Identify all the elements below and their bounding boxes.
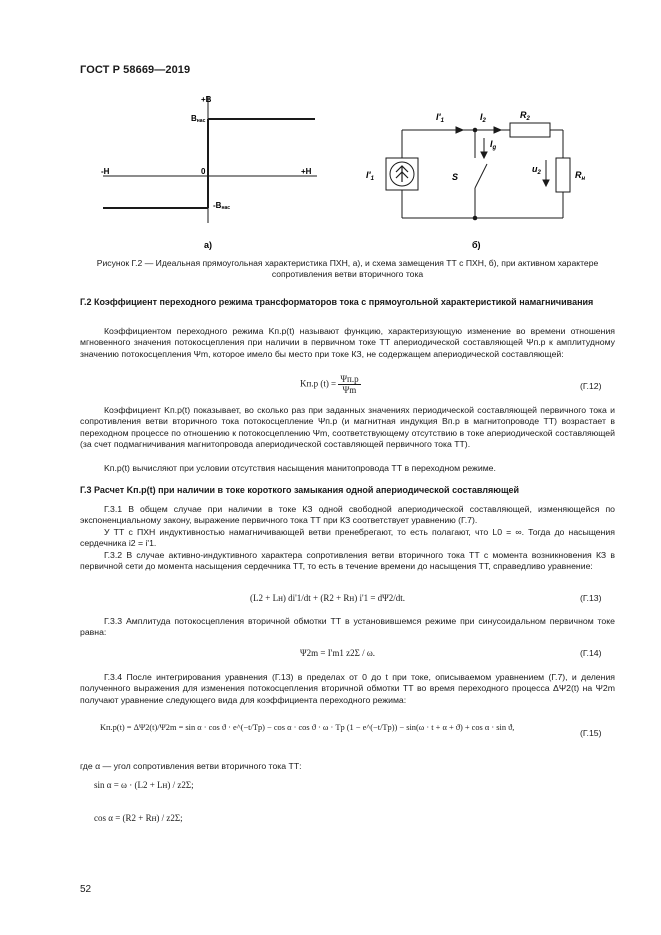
label-i2: $I_2$: [480, 112, 486, 124]
label-plus-b: +B: [201, 95, 212, 104]
cos-alpha-equation: cos α = (R2 + Rн) / z2Σ;: [94, 813, 183, 823]
label-u2: $u_2$: [532, 164, 541, 176]
where-clause: где α — угол сопротивления ветви вторичного тока ТТ:: [80, 761, 302, 771]
label-zero: 0: [201, 167, 206, 176]
figure-b-equivalent-circuit: [360, 100, 600, 255]
panel-label-a: a): [204, 240, 213, 250]
equation-number-g13: (Г.13): [580, 593, 602, 603]
figure-caption: Рисунок Г.2 — Идеальная прямоугольная характеристика ПХН, а), и схема замещения ТТ с ПХН, б), при активном характере сопротивления ветви вторичного тока: [96, 258, 599, 279]
panel-label-b: б): [472, 240, 481, 250]
section-g2-p1: Коэффициентом переходного режима Kп.р(t) называют функцию, характеризующую изменение во времени отношения мгновенного значения потокосцепления при наличии в первичном токе ТТ апериодической составляющей Ψп.р к амплитудному значению потокосцепления Ψm, которое имело бы место при токе КЗ, не содержащем апериодической составляющей:: [80, 326, 615, 359]
label-rn: $R_н$: [575, 170, 586, 182]
equation-g13: (L2 + Lн) di'1/dt + (R2 + Rн) i'1 = dΨ2/dt.: [250, 593, 406, 603]
label-ig: $I_g$: [490, 139, 497, 151]
label-minus-h: -H: [101, 167, 110, 176]
label-b-nas: Bнас: [191, 114, 206, 124]
label-i1-prime: $I'_1$: [436, 112, 444, 124]
eq12-lhs: Kп.р (t) =: [300, 378, 337, 389]
section-g2-p2: Коэффициент Kп.р(t) показывает, во сколько раз при заданных значениях периодической составляющей первичного тока и сопротивления ветви вторичного тока потокосцепление Ψп.р (и магнитная индукция Bп.р в магнитопроводе ТТ) возрастает в переходном процессе по отношению к потокосцеплению Ψm, соответствующему отсутствию в токе апериодической составляющей (за счет подмагничивания магнитопровода апериодической составляющей первичного тока ТТ).: [80, 405, 615, 450]
section-g3-p3: Г.3.2 В случае активно-индуктивного характера сопротивления ветви вторичного тока ТТ с момента возникновения КЗ в первичной сети до момента насыщения сердечника ТТ, то есть в течение времени до насыщения ТТ, справедливо уравнение:: [80, 550, 615, 572]
label-r2: $R_2$: [520, 110, 530, 122]
label-minus-b-nas: -Bнас: [213, 201, 231, 211]
eq12-fraction: [338, 374, 360, 395]
section-g2-p3: Kп.р(t) вычисляют при условии отсутствия насыщения манитопровода ТТ в переходном режиме.: [104, 463, 496, 473]
equation-g14: Ψ2m = I'm1 z2Σ / ω.: [300, 648, 375, 658]
equation-g15: Kп.р(t) = ΔΨ2(t)/Ψ2m = sin α · cos ϑ · e^(−t/Tp) − cos α · cos ϑ · ω · Tp (1 − e^(−t/Tp)) − sin(ω · t + α + ϑ) + cos α · sin ϑ,: [100, 723, 515, 732]
label-source-i1: $I'_1$: [366, 170, 374, 182]
document-header: ГОСТ Р 58669—2019: [80, 64, 191, 76]
figure-a-rectangular-characteristic: [95, 88, 325, 253]
equation-g12: [300, 374, 361, 395]
sin-alpha-equation: sin α = ω · (L2 + Lн) / z2Σ;: [94, 780, 194, 790]
equation-number-g14: (Г.14): [580, 648, 602, 658]
label-plus-h: +H: [301, 167, 312, 176]
eq12-numerator: Ψп.р: [340, 374, 359, 384]
section-g3-p1: Г.3.1 В общем случае при наличии в токе КЗ одной свободной апериодической составляющей, изменяющейся по экспоненциальному закону, выражение первичного тока ТТ при КЗ соответствует уравнению (Г.7).: [80, 504, 615, 526]
section-g3-title: Г.3 Расчет Kп.р(t) при наличии в токе короткого замыкания одной апериодической составляющей: [80, 485, 520, 495]
label-switch-s: S: [452, 172, 459, 182]
equation-number-g12: (Г.12): [580, 381, 602, 391]
section-g3-p2: У ТТ с ПХН индуктивностью намагничивающей ветви пренебрегают, то есть полагают, что L0 = ∞. Тогда до насыщения сердечника i2 = i'1.: [80, 527, 615, 549]
equation-number-g15: (Г.15): [580, 728, 602, 738]
section-g2-title: Г.2 Коэффициент переходного режима трансформаторов тока с прямоугольной характеристикой намагничивания: [80, 297, 594, 307]
page-number: 52: [80, 884, 92, 895]
eq12-denominator: Ψm: [342, 385, 357, 395]
section-g3-p4: Г.3.3 Амплитуда потокосцепления вторичной обмотки ТТ в установившемся режиме при синусоидальном первичном токе равна:: [80, 616, 615, 638]
section-g3-p5: Г.3.4 После интегрирования уравнения (Г.13) в пределах от 0 до t при токе, описываемом уравнением (Г.7), и деления полученного выражения для изменения потокосцепления вторичной обмотки ТТ во время переходного процесса ΔΨ2(t) на Ψ2m получают уравнение следующего вида для коэффициента переходного режима:: [80, 672, 615, 705]
